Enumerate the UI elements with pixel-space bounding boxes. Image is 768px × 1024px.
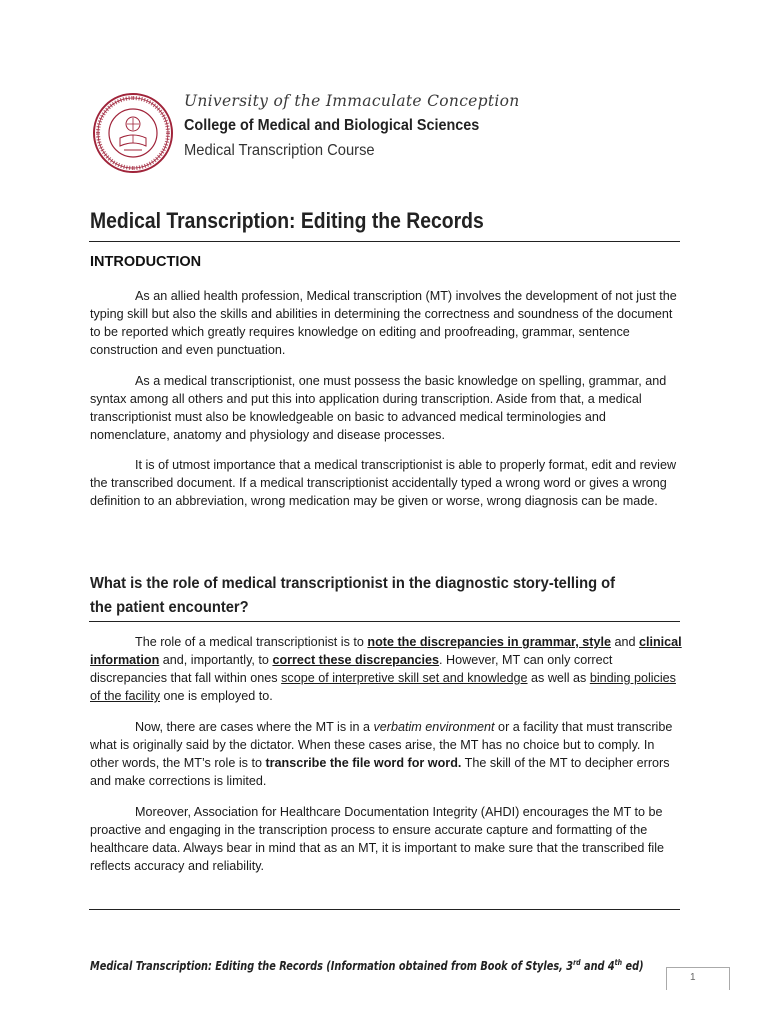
university-name: University of the Immaculate Conception (184, 92, 520, 110)
role-paragraph-3: Moreover, Association for Healthcare Documentation Integrity (AHDI) encourages the MT to be proactive and engaging in the transcription process to ensure accurate capture and formatting of the healthcare data. Always bear in mind that as an MT, it is important to make sure that the transcribed file reflects accuracy and reliability. (90, 805, 664, 873)
emphasis-correct-discrepancies: correct these discrepancies (272, 653, 440, 667)
intro-paragraph-1: As an allied health profession, Medical transcription (MT) involves the development of not just the typing skill but also the skills and abilities in determining the correctness and soundness of the document to be reported which greatly requires knowledge on editing and proofreading, grammar, sentence construction and even punctuation. (90, 289, 677, 357)
emphasis-word-for-word: transcribe the file word for word. (265, 756, 462, 770)
section-heading-introduction: INTRODUCTION (90, 254, 202, 270)
emphasis-verbatim: verbatim environment (373, 720, 495, 734)
role-paragraph-1: The role of a medical transcriptionist is to note the discrepancies in grammar, style and clinical information and, importantly, to correct these discrepancies. However, MT can only correct discrepancies that fall within ones scope of interpretive skill set and knowledge as well as binding policies of the facility one is employed to. (90, 635, 682, 703)
title-divider (89, 241, 680, 242)
emphasis-clinical-information: clinical information (90, 635, 682, 667)
page-title: Medical Transcription: Editing the Records (90, 208, 484, 233)
page-number: 1 (690, 972, 696, 983)
emphasis-binding-policies: binding policies of the facility (90, 671, 676, 703)
emphasis-grammar-style: note the discrepancies in grammar, style (367, 635, 611, 649)
page-number-box (666, 967, 730, 990)
intro-paragraph-3: It is of utmost importance that a medical transcriptionist is able to properly format, edit and review the transcribed document. If a medical transcriptionist accidentally typed a wrong word or gives a wrong definition to an abbreviation, wrong medication may be given or worse, wrong diagnosis can be made. (90, 458, 677, 508)
course-name: Medical Transcription Course (184, 142, 375, 159)
section-heading-role-question: What is the role of medical transcriptionist in the diagnostic story-telling of the patient encounter? (90, 575, 616, 616)
university-seal-logo (92, 92, 174, 174)
footer-citation: Medical Transcription: Editing the Records (Information obtained from Book of Styles, 3rd and 4th ed) (90, 958, 644, 974)
role-paragraph-2: Now, there are cases where the MT is in a verbatim environment or a facility that must transcribe what is originally said by the dictator. When these cases arise, the MT has no choice but to comply. In other words, the MT’s role is to transcribe the file word for word. The skill of the MT to decipher errors and make corrections is limited. (90, 720, 673, 788)
college-name: College of Medical and Biological Sciences (184, 117, 480, 134)
emphasis-scope: scope of interpretive skill set and knowledge (281, 671, 528, 685)
question-divider (89, 621, 680, 622)
intro-paragraph-2: As a medical transcriptionist, one must possess the basic knowledge on spelling, grammar, and syntax among all others and put this into application during transcription. Aside from that, a medical transcriptionist must also be knowledgeable on basic to advanced medical terminologies and nomenclature, anatomy and physiology and disease processes. (90, 374, 667, 442)
footer-divider (89, 909, 680, 910)
